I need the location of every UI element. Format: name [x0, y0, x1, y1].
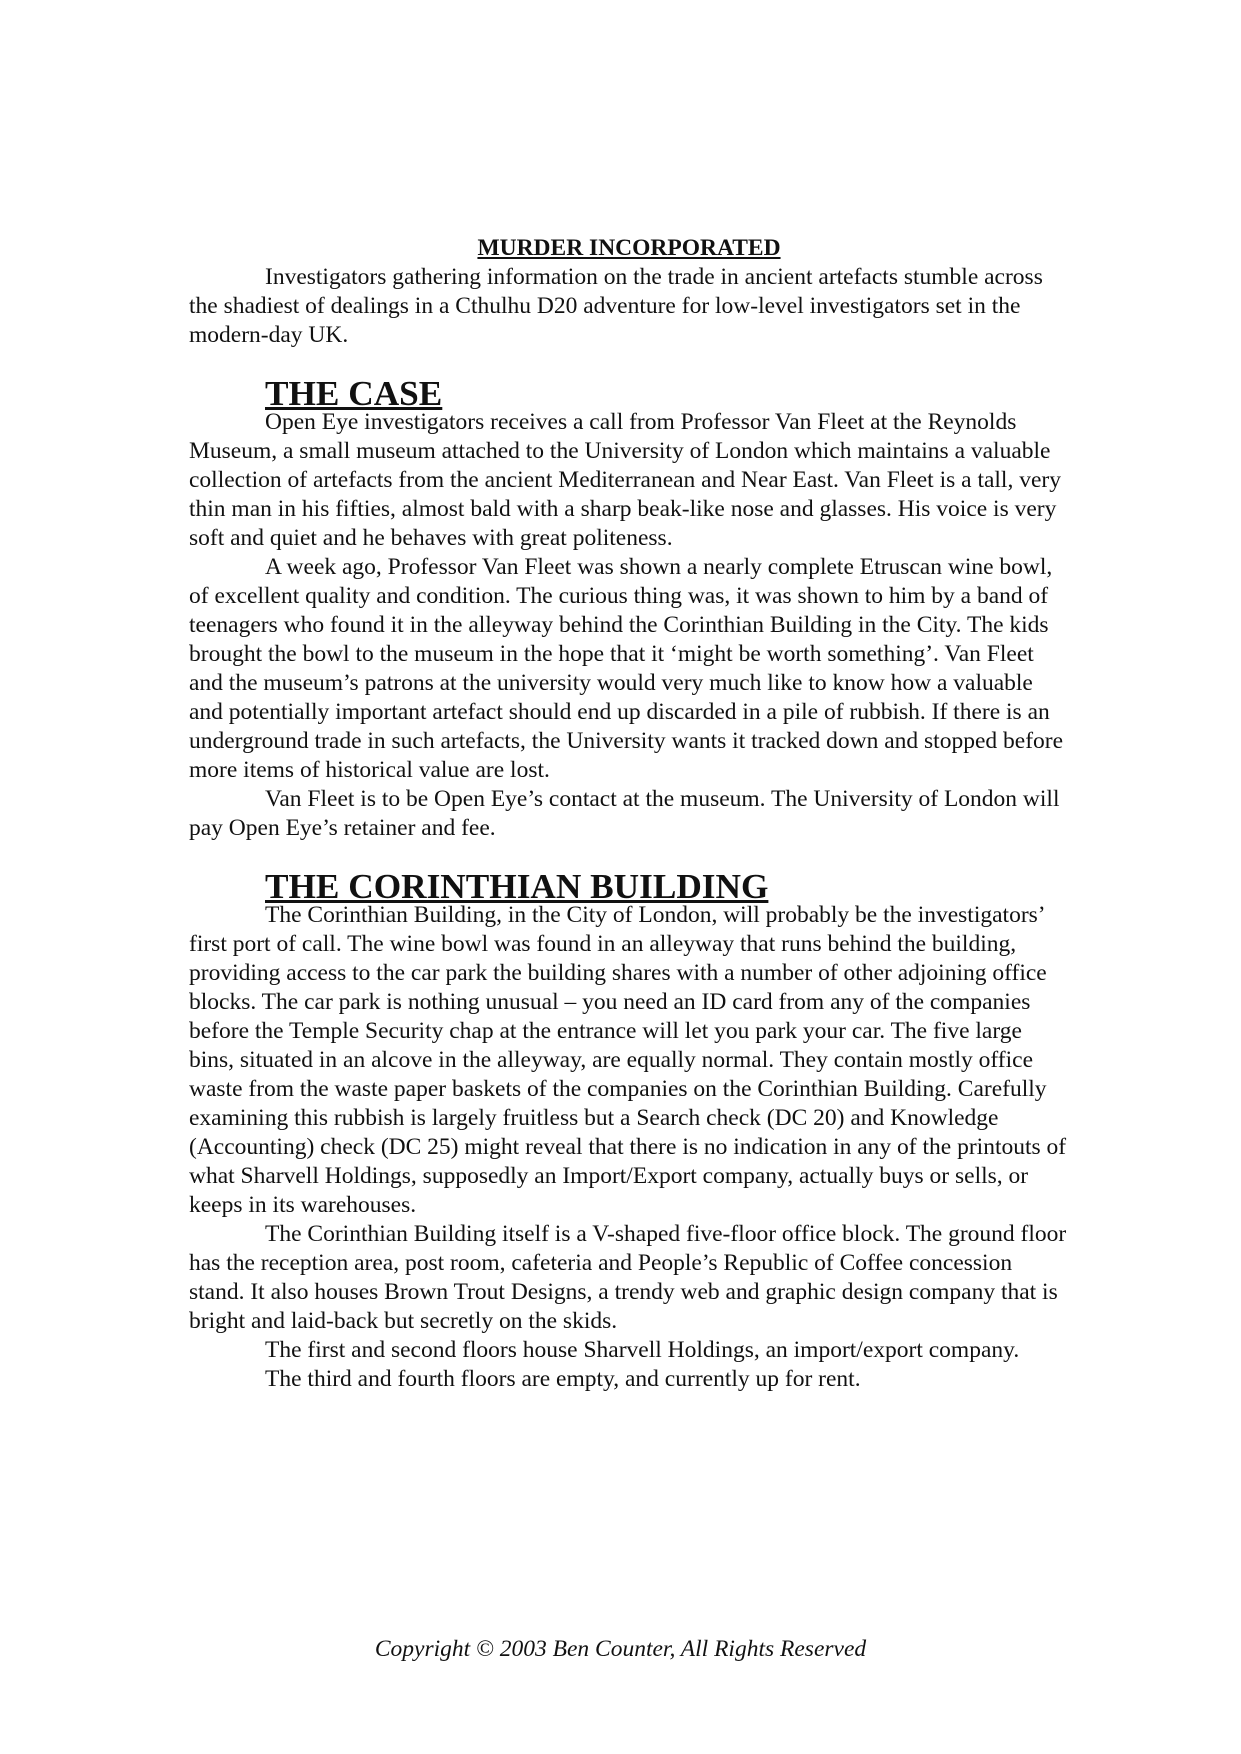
- paragraph: Open Eye investigators receives a call from Professor Van Fleet at the Reynolds Museum, a small museum attached to the University of London which maintains a valuable collection of artefacts from the ancient Mediterranean and Near East. Van Fleet is a tall, very thin man in his fifties, almost bald with a sharp beak-like nose and glasses. His voice is very soft and quiet and he behaves with great politeness.: [189, 409, 1061, 551]
- section-heading: THE CASE: [265, 374, 443, 413]
- paragraph: The Corinthian Building, in the City of London, will probably be the investigators’ first port of call. The wine bowl was found in an alleyway that runs behind the building, providing access to the car park the building shares with a number of other adjoining office blocks. The car park is nothing unusual – you need an ID card from any of the companies before the Temple Security chap at the entrance will let you park your car. The five large bins, situated in an alcove in the alleyway, are equally normal. They contain mostly office waste from the waste paper baskets of the companies on the Corinthian Building. Carefully examining this rubbish is largely fruitless but a Search check (DC 20) and Knowledge (Accounting) check (DC 25) might reveal that there is no indication in any of the printouts of what Sharvell Holdings, supposedly an Import/Export company, actually buys or sells, or keeps in its warehouses.: [189, 902, 1067, 1218]
- paragraph: A week ago, Professor Van Fleet was shown a nearly complete Etruscan wine bowl, of excellent quality and condition. The curious thing was, it was shown to him by a band of teenagers who found it in the alleyway behind the Corinthian Building in the City. The kids brought the bowl to the museum in the hope that it ‘might be worth something’. Van Fleet and the museum’s patrons at the university would very much like to know how a valuable and potentially important artefact should end up discarded in a pile of rubbish. If there is an underground trade in such artefacts, the University wants it tracked down and stopped before more items of historical value are lost.: [189, 554, 1064, 783]
- section-heading: THE CORINTHIAN BUILDING: [265, 867, 769, 906]
- paragraph: The third and fourth floors are empty, and currently up for rent.: [265, 1366, 861, 1392]
- section-the-case: [189, 374, 1069, 843]
- document-body: [189, 234, 1069, 1394]
- paragraph: The Corinthian Building itself is a V-shaped five-floor office block. The ground floor has the reception area, post room, cafeteria and People’s Republic of Coffee concession stand. It also houses Brown Trout Designs, a trendy web and graphic design company that is bright and laid-back but secretly on the skids.: [189, 1221, 1067, 1334]
- paragraph: Van Fleet is to be Open Eye’s contact at the museum. The University of London will pay Open Eye’s retainer and fee.: [189, 786, 1060, 841]
- document-title: MURDER INCORPORATED: [477, 235, 781, 261]
- copyright-footer: Copyright © 2003 Ben Counter, All Rights Reserved: [374, 1636, 867, 1662]
- section-corinthian-building: [189, 867, 1069, 1394]
- intro-paragraph: Investigators gathering information on the trade in ancient artefacts stumble across the shadiest of dealings in a Cthulhu D20 adventure for low-level investigators set in the modern-day UK.: [189, 264, 1043, 348]
- paragraph: The first and second floors house Sharvell Holdings, an import/export company.: [265, 1337, 1020, 1363]
